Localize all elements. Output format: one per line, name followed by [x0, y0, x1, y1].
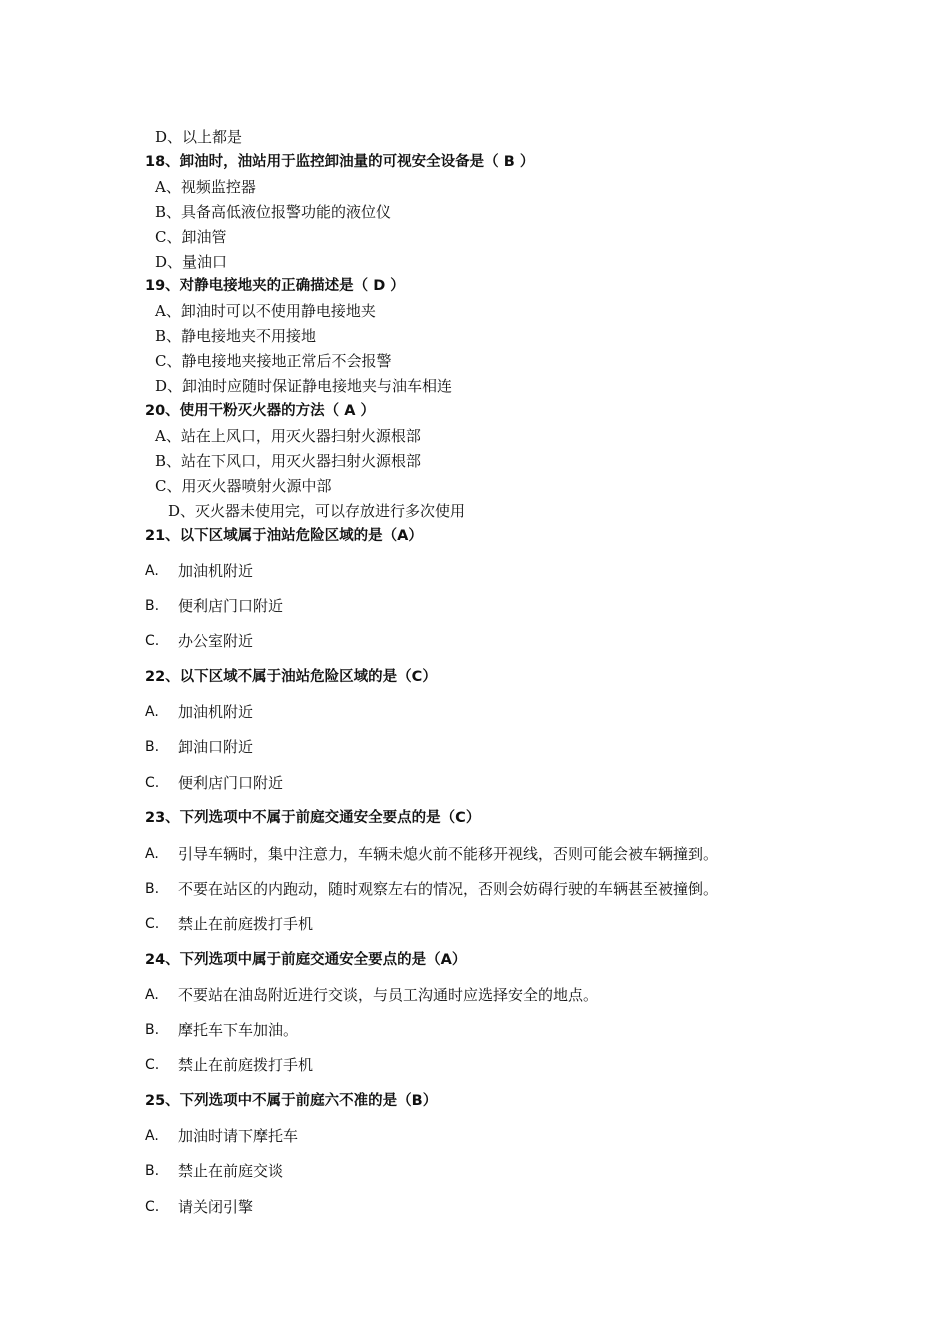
option-label: C. [145, 1199, 160, 1215]
option-text: 不要在站区的内跑动，随时观察左右的情况，否则会妨碍行驶的车辆甚至被撞倒。 [178, 880, 719, 898]
q18-option-d: D、量油口 [155, 253, 228, 271]
option-label: A. [145, 563, 159, 579]
option-label: A. [145, 704, 159, 720]
option-text: 禁止在前庭交谈 [178, 1162, 284, 1180]
option-text: 卸油口附近 [178, 738, 254, 756]
option-text: 请关闭引擎 [178, 1198, 254, 1216]
question-25: 25、下列选项中不属于前庭六不准的是（B） [145, 1093, 438, 1109]
question-22: 22、以下区域不属于油站危险区域的是（C） [145, 669, 437, 685]
question-20: 20、使用干粉灭火器的方法（ A ） [145, 403, 375, 419]
option-label: B. [145, 598, 160, 614]
q20-option-a: A、站在上风口，用灭火器扫射火源根部 [155, 427, 421, 445]
q18-option-a: A、视频监控器 [155, 178, 256, 196]
q19-option-d: D、卸油时应随时保证静电接地夹与油车相连 [155, 377, 453, 395]
q18-option-b: B、具备高低液位报警功能的液位仪 [155, 203, 392, 221]
option-text: 便利店门口附近 [178, 774, 284, 792]
option-text: 引导车辆时，集中注意力，车辆未熄火前不能移开视线，否则可能会被车辆撞到。 [178, 845, 719, 863]
option-label: B. [145, 1163, 160, 1179]
option-text: 禁止在前庭拨打手机 [178, 915, 314, 933]
option-label: C. [145, 775, 160, 791]
q18-option-c: C、卸油管 [155, 228, 227, 246]
option-text: 不要站在油岛附近进行交谈，与员工沟通时应选择安全的地点。 [178, 986, 599, 1004]
option-label: A. [145, 846, 159, 862]
option-label: A. [145, 1128, 159, 1144]
option-text: 办公室附近 [178, 632, 254, 650]
q19-option-c: C、静电接地夹接地正常后不会报警 [155, 352, 392, 370]
option-text: 便利店门口附近 [178, 597, 284, 615]
option-label: B. [145, 739, 160, 755]
question-18: 18、卸油时，油站用于监控卸油量的可视安全设备是（ B ） [145, 154, 535, 170]
option-label: C. [145, 1057, 160, 1073]
option-text: 禁止在前庭拨打手机 [178, 1056, 314, 1074]
q17-option-d: D、以上都是 [155, 128, 243, 146]
option-label: A. [145, 987, 159, 1003]
q19-option-a: A、卸油时可以不使用静电接地夹 [155, 302, 376, 320]
q20-option-b: B、站在下风口，用灭火器扫射火源根部 [155, 452, 422, 470]
question-21: 21、以下区域属于油站危险区域的是（A） [145, 528, 423, 544]
question-23: 23、下列选项中不属于前庭交通安全要点的是（C） [145, 810, 481, 826]
option-text: 加油机附近 [178, 562, 254, 580]
option-label: B. [145, 1022, 160, 1038]
q20-option-d: D、灭火器未使用完，可以存放进行多次使用 [168, 502, 466, 520]
option-text: 加油机附近 [178, 703, 254, 721]
option-text: 加油时请下摩托车 [178, 1127, 299, 1145]
option-label: C. [145, 916, 160, 932]
q19-option-b: B、静电接地夹不用接地 [155, 327, 317, 345]
question-19: 19、对静电接地夹的正确描述是（ D ） [145, 278, 405, 294]
question-24: 24、下列选项中属于前庭交通安全要点的是（A） [145, 952, 467, 968]
option-label: C. [145, 633, 160, 649]
q20-option-c: C、用灭火器喷射火源中部 [155, 477, 332, 495]
option-label: B. [145, 881, 160, 897]
option-text: 摩托车下车加油。 [178, 1021, 299, 1039]
